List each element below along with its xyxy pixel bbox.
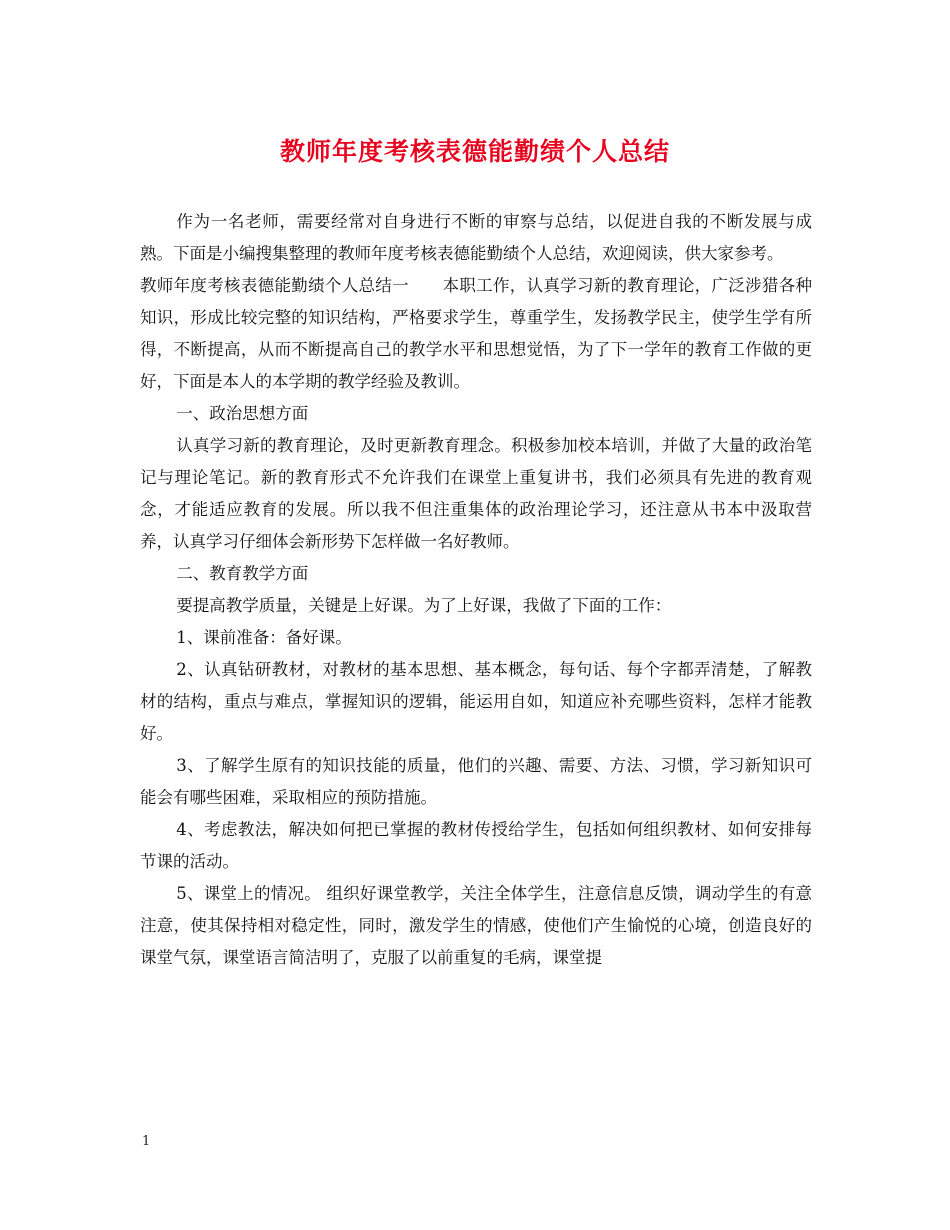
document-title: 教师年度考核表德能勤绩个人总结 [279,137,670,166]
teaching-paragraph: 要提高教学质量，关键是上好课。为了上好课，我做了下面的工作： [176,596,672,615]
heading-teaching: 二、教育教学方面 [176,564,309,583]
list-item: 2、认真钻研教材，对教材的基本思想、基本概念，每句话、每个字都弄清楚，了解教材的结构，重点与难点，掌握知识的逻辑，能运用自如，知道应补充哪些资料，怎样才能教好。 [140,660,812,743]
page-number: 1 [142,1134,151,1149]
political-thought-paragraph: 认真学习新的教育理论，及时更新教育理念。积极参加校本培训，并做了大量的政治笔记与理论笔记。新的教育形式不允许我们在课堂上重复讲书，我们必须具有先进的教育观念，才能适应教育的发展。所以我不但注重集体的政治理论学习，还注意从书本中汲取营养，认真学习仔细体会新形势下怎样做一名好教师。 [140,436,812,551]
list-item: 1、课前准备：备好课。 [176,628,352,647]
list-item: 5、课堂上的情况。 组织好课堂教学，关注全体学生，注意信息反馈，调动学生的有意注意，使其保持相对稳定性，同时，激发学生的情感，使他们产生愉悦的心境，创造良好的课堂气氛，课堂语言简洁明了，克服了以前重复的毛病，课堂提 [140,884,812,967]
list-item: 4、考虑教法，解决如何把已掌握的教材传授给学生，包括如何组织教材、如何安排每节课的活动。 [140,820,812,871]
list-item: 3、了解学生原有的知识技能的质量，他们的兴趣、需要、方法、习惯，学习新知识可能会有哪些困难，采取相应的预防措施。 [140,756,812,807]
document-body [140,206,812,974]
intro-paragraph: 作为一名老师，需要经常对自身进行不断的审察与总结，以促进自我的不断发展与成熟。下面是小编搜集整理的教师年度考核表德能勤绩个人总结，欢迎阅读，供大家参考。 [140,212,812,263]
section-intro-paragraph: 教师年度考核表德能勤绩个人总结一 本职工作，认真学习新的教育理论，广泛涉猎各种知识，形成比较完整的知识结构，严格要求学生，尊重学生，发扬教学民主，使学生学有所得，不断提高，从而不断提高自己的教学水平和思想觉悟，为了下一学年的教育工作做的更好，下面是本人的本学期的教学经验及教训。 [140,276,812,391]
heading-political-thought: 一、政治思想方面 [176,404,309,423]
